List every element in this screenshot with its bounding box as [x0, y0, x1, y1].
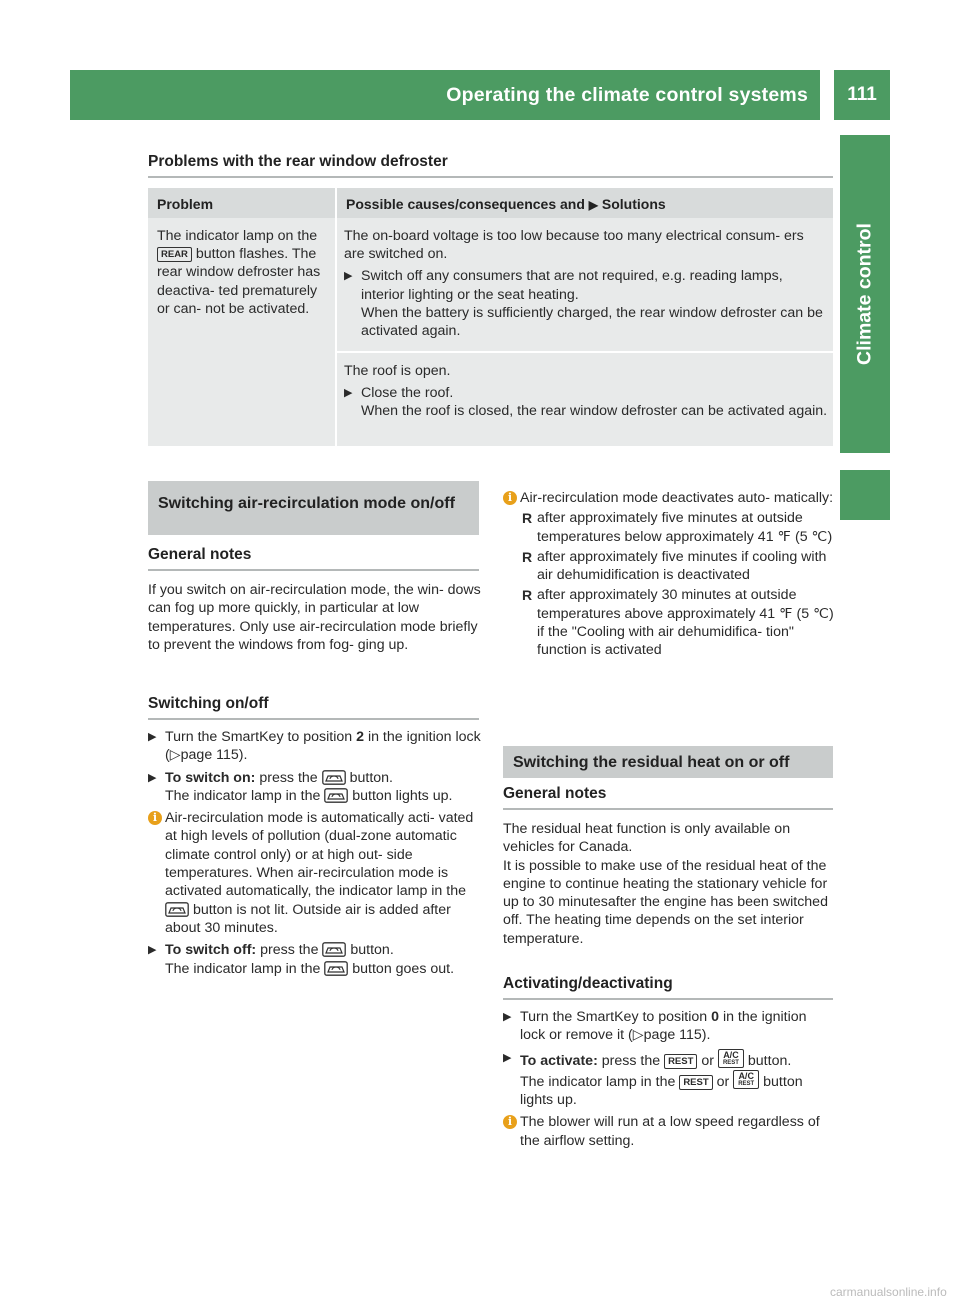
info-icon: i	[148, 811, 162, 825]
column-divider	[335, 188, 337, 446]
step-text: Turn the SmartKey to position	[520, 1009, 708, 1025]
cause-1-solution	[344, 267, 828, 340]
rear-key-label: REAR	[161, 249, 188, 261]
cause-1-text: The on-board voltage is too low because too many electrical consum- ers are switched on.	[344, 228, 804, 263]
problem-text-start: The indicator lamp on the	[157, 228, 318, 244]
ignition-position: 2	[356, 729, 364, 745]
section-tab-marker	[840, 470, 890, 520]
page-number: 111	[847, 84, 877, 105]
rear-defroster-icon	[157, 247, 192, 262]
residual-band-title: Switching the residual heat on or off	[513, 754, 790, 771]
step-text: button.	[349, 769, 393, 786]
step-result: The indicator lamp in the	[165, 960, 321, 977]
air-recirculation-icon	[322, 942, 346, 957]
step-text: press the	[601, 1052, 661, 1069]
air-recirculation-icon	[324, 961, 348, 976]
defroster-table	[148, 188, 833, 446]
ac-key-label: A/C	[723, 1049, 739, 1060]
step-text: press the	[260, 942, 319, 959]
list-item-text: after approximately five minutes at outside temperatures below approximately 41 ℉ (5 ℃)	[537, 510, 833, 545]
step-result: The indicator lamp in the	[165, 787, 321, 804]
residual-activate-rule	[503, 998, 833, 1000]
list-item-text: after approximately 30 minutes at outside temperatures above approximately 41 ℉ (5 ℃) if the "Cooling with air dehumidifica- tion" function is activated	[537, 587, 834, 659]
recirc-info-note	[148, 809, 481, 937]
page-ref-link[interactable]: page 115	[180, 747, 239, 764]
info-icon: i	[503, 1115, 517, 1129]
causes-header-text: Possible causes/consequences and	[346, 196, 585, 212]
step-text: press the	[259, 769, 318, 786]
note-text: Air-recirculation mode is automatically acti- vated at high levels of pollution (dual-zone automatic climate control only) or at high out- side temperatures. When air-recirculation mode is activated automatically, the indicator lamp in the	[165, 810, 474, 900]
residual-info-note	[503, 1113, 835, 1150]
page-number-box	[834, 70, 890, 120]
ac-rest-key-label: REST	[738, 1080, 755, 1087]
residual-general-text	[503, 820, 835, 948]
cause-cell-1	[344, 227, 828, 340]
defroster-rule	[148, 176, 833, 178]
recirc-switch-rule	[148, 718, 479, 720]
switch-on-label: To switch on:	[165, 769, 256, 786]
step-text: button.	[350, 942, 394, 959]
recirc-step-1	[148, 728, 481, 765]
ac-rest-button-icon	[718, 1049, 744, 1068]
defroster-title: Problems with the rear window defroster	[148, 153, 448, 170]
residual-general-rule	[503, 808, 833, 810]
residual-paragraph-2: It is possible to make use of the residual heat of the engine to continue heating the stationary vehicle for up to 30 minutesafter the engine has been switched off. The heating time depends on the set interior temperature.	[503, 857, 828, 947]
step-result: button lights up.	[520, 1073, 803, 1109]
step-result: button lights up.	[352, 787, 453, 804]
deactivation-list	[503, 509, 835, 659]
cause-2-solution	[344, 384, 828, 420]
section-tab	[840, 135, 890, 453]
recirc-band: Switching air-recirculation mode on/off	[148, 481, 479, 535]
ac-key-label: A/C	[738, 1070, 754, 1081]
deactivation-intro: Air-recirculation mode deactivates auto- matically:	[520, 490, 834, 506]
step-result: The indicator lamp in the	[520, 1073, 676, 1090]
recirc-general-text: If you switch on air-recirculation mode, the win- dows can fog up more quickly, in particular at low temperatures. Only use air-recirculation mode briefly to prevent the windows from fog- ging up.	[148, 582, 481, 653]
recirc-switch-title: Switching on/off	[148, 695, 269, 712]
info-icon: i	[503, 491, 517, 505]
residual-paragraph-1: The residual heat function is only available on vehicles for Canada.	[503, 821, 791, 856]
list-item	[520, 509, 835, 546]
row-divider	[337, 351, 833, 353]
cause-cell-2	[344, 362, 828, 421]
recirc-general-rule	[148, 569, 479, 571]
step-text: Turn the SmartKey to position	[165, 729, 353, 745]
rest-button-icon	[679, 1075, 712, 1090]
note-text: button is not lit. Outside air is added after about 30 minutes.	[165, 901, 451, 936]
step-text: button.	[747, 1052, 792, 1069]
ac-rest-button-icon	[733, 1070, 759, 1089]
cause-2-step: Close the roof.	[361, 385, 454, 402]
recirc-step-off	[148, 941, 481, 978]
step-arrow-icon: ▶	[148, 771, 157, 784]
air-recirculation-icon	[165, 902, 189, 917]
recirc-general-title: General notes	[148, 546, 252, 563]
page-ref-icon: ▷	[632, 1027, 644, 1044]
ignition-position: 0	[711, 1009, 719, 1025]
header-title: Operating the climate control systems	[446, 84, 808, 106]
bullet-r-icon: R	[522, 587, 533, 604]
bullet-r-icon: R	[522, 510, 533, 527]
step-arrow-icon: ▶	[344, 387, 353, 400]
table-header-problem: Problem	[148, 188, 335, 218]
note-text: The blower will run at a low speed regardless of the airflow setting.	[520, 1114, 820, 1149]
list-item	[520, 586, 835, 659]
step-arrow-icon: ▶	[503, 1051, 512, 1064]
solution-arrow-icon: ▶	[588, 198, 599, 212]
cause-1-result: When the battery is sufficiently charged, the rear window defroster can be activated again.	[361, 304, 823, 340]
cause-1-step: Switch off any consumers that are not required, e.g. reading lamps, interior lighting or the seat heating.	[361, 268, 783, 303]
recirc-step-on	[148, 769, 481, 806]
step-arrow-icon: ▶	[148, 731, 157, 743]
section-tab-label: Climate control	[853, 223, 876, 365]
step-text: ).	[238, 747, 248, 764]
problem-cell	[157, 227, 333, 318]
switch-off-label: To switch off:	[165, 942, 257, 959]
step-arrow-icon: ▶	[344, 270, 353, 283]
recirc-switch-steps	[148, 728, 481, 979]
bullet-r-icon: R	[522, 548, 533, 565]
step-arrow-icon: ▶	[503, 1011, 512, 1023]
air-recirculation-icon	[322, 770, 346, 785]
solutions-header-text: Solutions	[601, 196, 666, 212]
header-bar	[70, 70, 820, 120]
residual-band	[503, 746, 833, 778]
page-ref-icon: ▷	[169, 747, 181, 764]
list-item	[520, 548, 835, 585]
watermark: carmanualsonline.info	[830, 1285, 947, 1299]
step-text: in the ignition lock or remove it (	[520, 1009, 807, 1044]
residual-step-1	[503, 1008, 835, 1045]
ac-rest-key-label: REST	[722, 1059, 739, 1066]
residual-step-activate	[503, 1049, 835, 1110]
residual-general-title: General notes	[503, 785, 607, 802]
rest-key-label: REST	[668, 1055, 694, 1067]
table-header-causes	[337, 188, 833, 218]
step-text: ).	[701, 1027, 711, 1044]
activate-label: To activate:	[520, 1052, 598, 1069]
list-item-text: after approximately five minutes if cooling with air dehumidification is deactivated	[537, 548, 827, 584]
step-result: or	[716, 1073, 730, 1090]
residual-steps	[503, 1008, 835, 1150]
page-ref-link[interactable]: page 115	[643, 1027, 702, 1044]
step-result: button goes out.	[352, 960, 455, 977]
recirc-deactivation-note	[503, 489, 835, 660]
problem-text-end: button flashes. The rear window defroster has deactiva- ted prematurely or can- not be activated.	[157, 246, 321, 317]
step-arrow-icon: ▶	[148, 944, 157, 957]
rest-key-label: REST	[683, 1076, 709, 1088]
cause-2-text: The roof is open.	[344, 363, 451, 379]
air-recirculation-icon	[324, 788, 348, 803]
step-text: in the ignition lock (	[165, 729, 481, 764]
cause-2-result: When the roof is closed, the rear window defroster can be activated again.	[361, 403, 828, 420]
residual-activate-title: Activating/deactivating	[503, 975, 673, 992]
step-text: or	[701, 1052, 714, 1069]
rest-button-icon	[664, 1054, 697, 1069]
deactivation-info	[503, 489, 835, 507]
